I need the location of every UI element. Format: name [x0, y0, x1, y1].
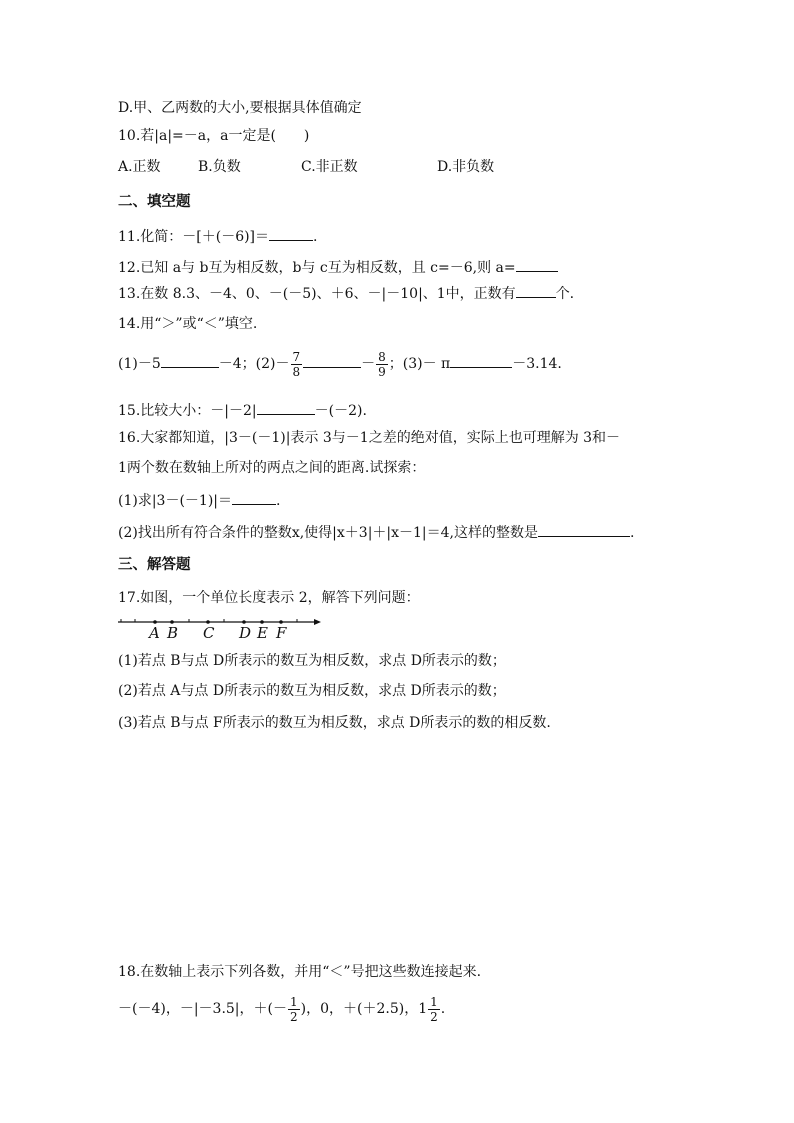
q14-part2-blank	[303, 353, 361, 368]
q13-text: 13.在数 8.3、－4、0、－(－5)、＋6、－|－10|、1中，正数有	[118, 286, 516, 302]
q13-end: 个.	[555, 286, 575, 302]
section-3-title: 三、解答题	[118, 557, 191, 573]
q11-text: 11.化简：－[＋(－6)]＝	[118, 229, 270, 245]
q16-part1-prefix: (1)求|3－(－1)|＝	[118, 493, 233, 509]
q9-option-d: D.甲、乙两数的大小,要根据具体值确定	[118, 100, 362, 116]
q16-part2	[118, 522, 634, 543]
q11	[118, 226, 317, 247]
q16-part2-end: .	[630, 525, 635, 541]
point-c-label: C	[203, 624, 215, 642]
q10-stem: 10.若|a|=－a，a一定是( )	[118, 128, 310, 144]
q16-part1	[118, 490, 280, 511]
q18-text-2: )，0，＋(＋2.5)，1	[300, 1001, 428, 1017]
q11-answer-blank	[269, 226, 313, 241]
number-line-arrow-icon	[314, 619, 321, 625]
q13	[118, 283, 574, 304]
q16-part2-prefix: (2)找出所有符合条件的整数x,使得|x＋3|＋|x－1|＝4,这样的整数是	[118, 525, 539, 541]
q10-option-c: C.非正数	[301, 159, 358, 175]
fraction-numerator: 7	[292, 349, 301, 364]
q16-part2-blank	[538, 522, 630, 537]
fraction-numerator: 8	[378, 349, 386, 364]
fraction-denominator: 8	[292, 364, 301, 379]
q12	[118, 257, 558, 278]
q10-option-b: B.负数	[198, 159, 241, 175]
q18-fraction-1-2	[288, 995, 300, 1024]
q11-end: .	[313, 229, 318, 245]
q14-stem: 14.用“＞”或“＜”填空.	[118, 316, 258, 332]
fraction-denominator: 2	[290, 1009, 298, 1024]
q18-text-3: .	[440, 1001, 446, 1017]
q17-number-line	[118, 612, 323, 642]
q18-mixed-fraction	[428, 995, 440, 1024]
point-a-label: A	[149, 624, 160, 642]
q15-prefix: 15.比较大小：－|－2|	[118, 403, 257, 419]
q14-part1-blank	[161, 353, 219, 368]
section-2-title: 二、填空题	[118, 194, 191, 210]
q18-text-1: －(－4)，－|－3.5|，＋(－	[118, 1001, 287, 1017]
fraction-numerator: 1	[430, 994, 438, 1009]
q12-answer-blank	[516, 257, 558, 272]
q14-part3-suffix: －3.14.	[512, 356, 562, 372]
q10-option-a: A.正数	[118, 159, 161, 175]
q15-answer-blank	[257, 400, 315, 415]
fraction-denominator: 9	[378, 364, 386, 379]
fraction-denominator: 2	[430, 1009, 438, 1024]
point-d-label: D	[239, 624, 252, 642]
q14-part3-prefix: ；(3)－ π	[388, 356, 451, 372]
q13-answer-blank	[516, 283, 556, 298]
q12-text: 12.已知 a与 b互为相反数，b与 c互为相反数，且 c=－6,则 a=	[118, 260, 516, 276]
q14-parts	[118, 346, 562, 382]
q14-part1-suffix: －4；(2)－	[218, 356, 290, 372]
q18-numbers	[118, 990, 445, 1028]
q15	[118, 400, 367, 421]
q14-part3-blank	[450, 353, 512, 368]
q17-stem: 17.如图，一个单位长度表示 2，解答下列问题：	[118, 590, 420, 606]
point-e-label: E	[257, 624, 268, 642]
q17-part1: (1)若点 B与点 D所表示的数互为相反数，求点 D所表示的数；	[118, 653, 506, 669]
q17-part2: (2)若点 A与点 D所表示的数互为相反数，求点 D所表示的数；	[118, 683, 506, 699]
q16-part1-end: .	[276, 493, 281, 509]
fraction-numerator: 1	[290, 994, 298, 1009]
point-b-label: B	[167, 624, 179, 642]
q18-stem: 18.在数轴上表示下列各数，并用“＜”号把这些数连接起来.	[118, 964, 482, 980]
point-f-label: F	[276, 624, 287, 642]
q16-line1: 16.大家都知道，|3－(－1)|表示 3与－1之差的绝对值，实际上也可理解为 3和－	[118, 430, 621, 446]
q14-part1-prefix: (1)－5	[118, 356, 161, 372]
q14-fraction-7-8	[291, 350, 303, 379]
q10-options	[118, 157, 494, 177]
q10-option-d: D.非负数	[437, 159, 495, 175]
q14-fraction-8-9	[376, 350, 388, 379]
q16-line2: 1两个数在数轴上所对的两点之间的距离.试探索：	[118, 460, 426, 476]
q15-suffix: －(－2).	[314, 403, 367, 419]
q14-part2-mid: －	[361, 356, 376, 372]
q17-part3: (3)若点 B与点 F所表示的数互为相反数，求点 D所表示的数的相反数.	[118, 715, 551, 731]
q16-part1-blank	[232, 490, 276, 505]
